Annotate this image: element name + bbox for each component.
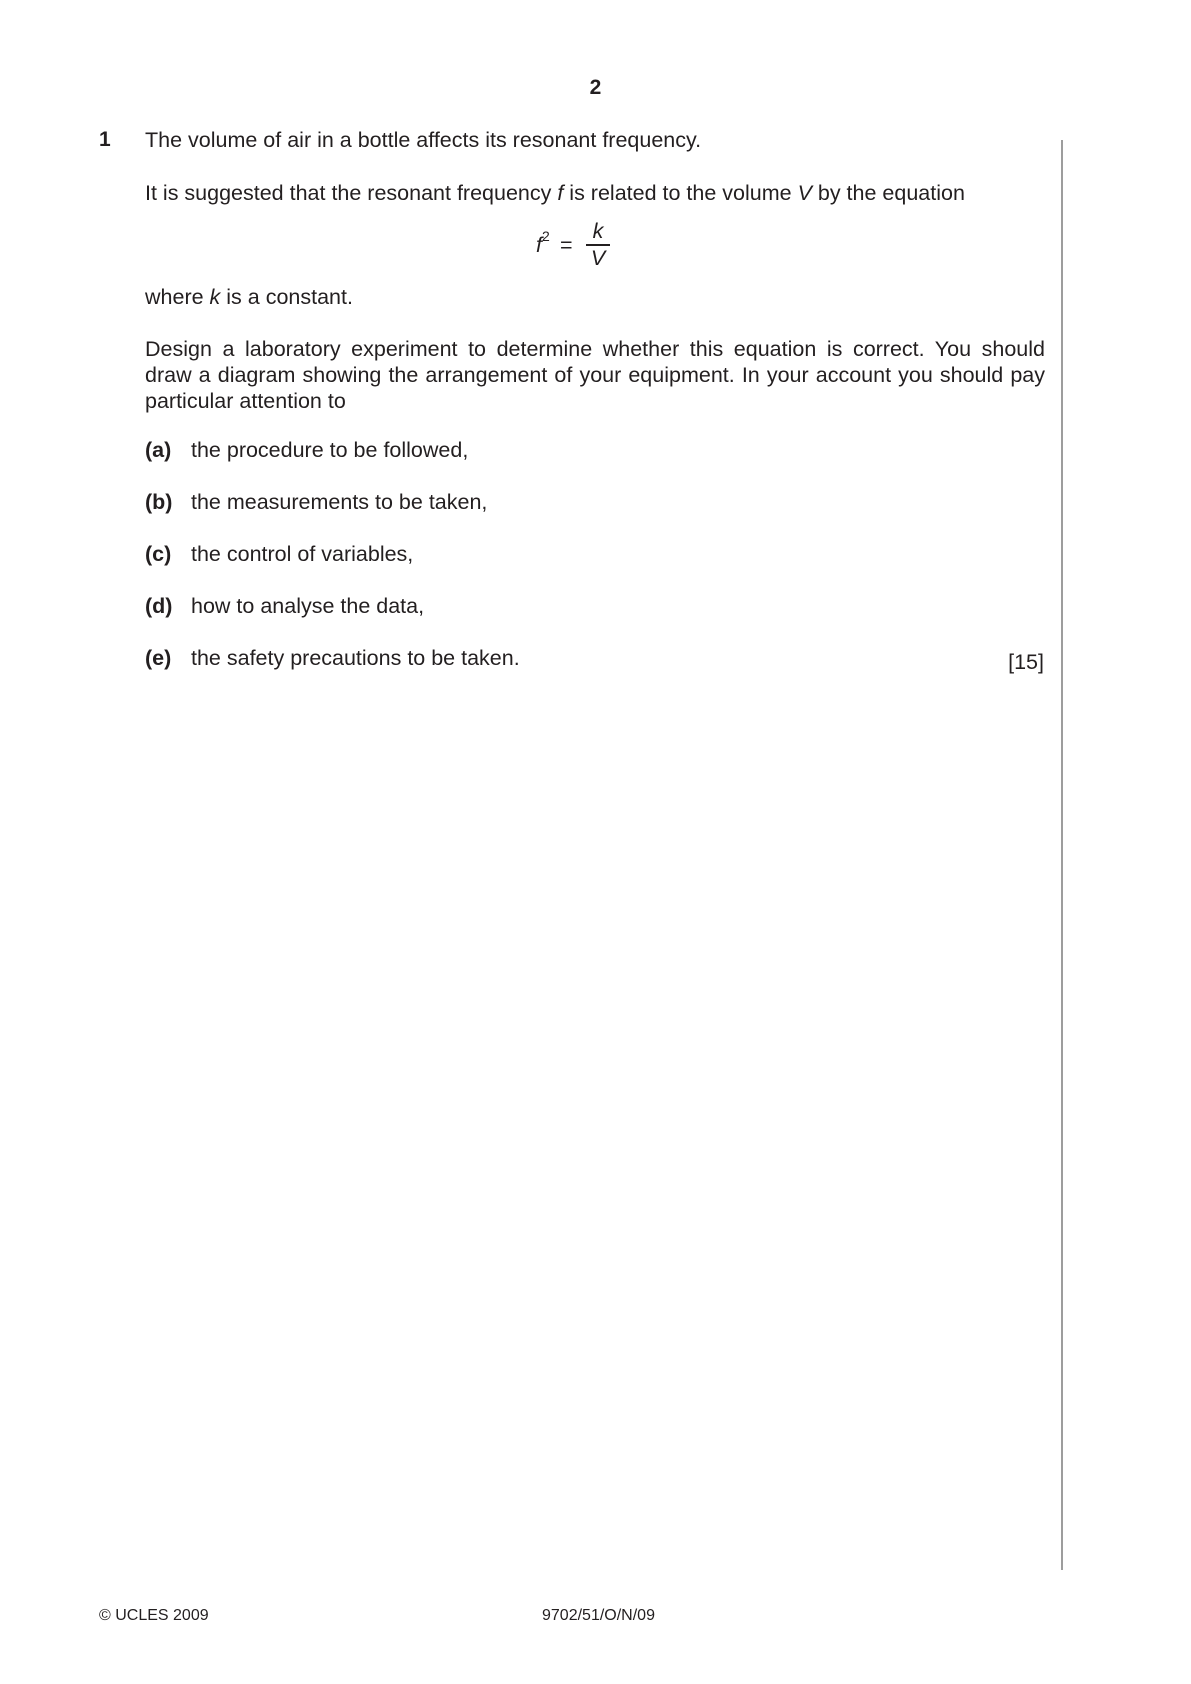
suggest-text-2: is related to the volume bbox=[563, 181, 798, 205]
question-suggestion bbox=[145, 180, 965, 206]
where-text-1: where bbox=[145, 285, 210, 309]
item-label: (e) bbox=[145, 646, 172, 670]
list-item-a bbox=[145, 437, 468, 463]
design-line-2: draw a diagram showing the arrangement of your equipment. In your account you should pay bbox=[145, 363, 1045, 387]
item-text: the measurements to be taken, bbox=[191, 490, 488, 514]
item-text: the procedure to be followed, bbox=[191, 438, 469, 462]
suggest-text-3: by the equation bbox=[811, 181, 965, 205]
variable-f: f bbox=[557, 181, 564, 205]
list-item-b bbox=[145, 489, 487, 515]
mark-allocation: [15] bbox=[1008, 650, 1044, 674]
variable-k: k bbox=[209, 285, 221, 309]
equation-equals: = bbox=[560, 233, 573, 257]
design-line-3: particular attention to bbox=[145, 389, 346, 413]
page-number: 2 bbox=[589, 76, 602, 99]
equation-lhs bbox=[536, 228, 550, 258]
equation bbox=[536, 220, 626, 272]
list-item-e bbox=[145, 645, 520, 671]
item-text: the control of variables, bbox=[191, 542, 414, 566]
equation-exponent: 2 bbox=[541, 228, 550, 244]
fraction-numerator: k bbox=[592, 219, 604, 243]
item-label: (c) bbox=[145, 542, 172, 566]
where-text-2: is a constant. bbox=[220, 285, 353, 309]
variable-v: V bbox=[797, 181, 812, 205]
equation-lhs-var: f bbox=[536, 233, 542, 258]
question-intro: The volume of air in a bottle affects its resonant frequency. bbox=[145, 128, 702, 152]
question-number: 1 bbox=[99, 128, 111, 151]
list-item-c bbox=[145, 541, 413, 567]
item-text: the safety precautions to be taken. bbox=[191, 646, 520, 670]
paper-code: 9702/51/O/N/09 bbox=[542, 1607, 655, 1624]
item-label: (b) bbox=[145, 490, 173, 514]
margin-rule bbox=[1061, 140, 1063, 1570]
item-label: (d) bbox=[145, 594, 173, 618]
suggest-text-1: It is suggested that the resonant frequency bbox=[145, 181, 558, 205]
fraction-denominator: V bbox=[590, 245, 606, 270]
copyright-notice: © UCLES 2009 bbox=[99, 1607, 209, 1624]
item-label: (a) bbox=[145, 438, 172, 462]
list-item-d bbox=[145, 593, 424, 619]
design-instructions bbox=[145, 336, 1045, 414]
design-line-1: Design a laboratory experiment to determine whether this equation is correct. You should bbox=[145, 337, 1045, 361]
equation-fraction bbox=[586, 220, 610, 269]
constant-definition bbox=[145, 284, 353, 310]
item-text: how to analyse the data, bbox=[191, 594, 425, 618]
